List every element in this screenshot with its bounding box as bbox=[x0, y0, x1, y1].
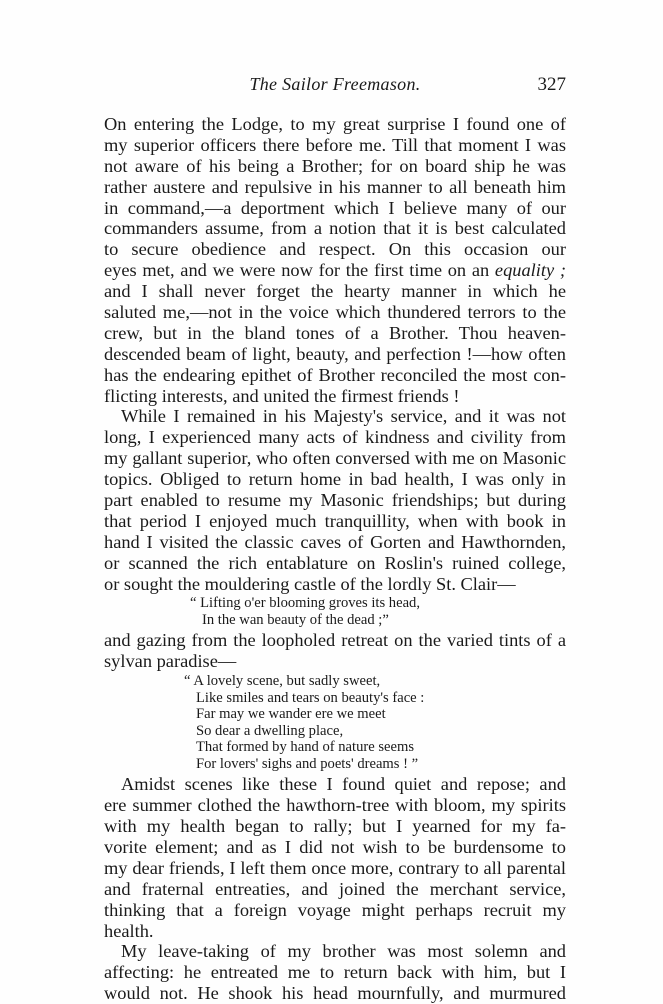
text-line: While I remained in his Majesty's service, and it was not bbox=[121, 406, 566, 427]
emphasis-word: equality ; bbox=[494, 260, 566, 281]
text-line: my gallant superior, who often conversed with me on Masonic bbox=[104, 448, 566, 469]
verse-line: For lovers' sighs and poets' dreams ! ” bbox=[196, 755, 419, 772]
text-line: ere summer clothed the hawthorn-tree with bloom, my spirits bbox=[104, 795, 566, 816]
text-line: has the endearing epithet of Brother reconciled the most con- bbox=[104, 364, 566, 385]
text-line: in command,—a deportment which I believe many of our bbox=[104, 197, 566, 218]
text-line: Amidst scenes like these I found quiet and repose; and bbox=[121, 774, 566, 795]
verse-line: “ A lovely scene, but sadly sweet, bbox=[184, 673, 381, 690]
text-line: descended beam of light, beauty, and perfection !—how often bbox=[104, 343, 566, 364]
text-line: and gazing from the loopholed retreat on the varied tints of a bbox=[104, 630, 566, 651]
text-line: and I shall never forget the hearty manner in which he bbox=[104, 281, 566, 302]
paragraph-2-continued bbox=[104, 630, 566, 672]
text-line: On entering the Lodge, to my great surprise I found one of bbox=[104, 114, 566, 134]
text-line: with my health began to rally; but I yearned for my fa- bbox=[104, 816, 566, 837]
page-number: 327 bbox=[537, 74, 566, 95]
verse-line: Like smiles and tears on beauty's face : bbox=[196, 689, 425, 706]
text-line: sylvan paradise— bbox=[104, 651, 237, 672]
text-line: vorite element; and as I did not wish to be burdensome to bbox=[104, 836, 566, 857]
text-line: topics. Obliged to return home in bad health, I was only in bbox=[104, 469, 566, 490]
text-line: that period I enjoyed much tranquillity, when with book in bbox=[104, 510, 566, 531]
text-line: affecting: he entreated me to return back with him, but I bbox=[104, 962, 566, 983]
text-line: my superior officers there before me. Till that moment I was bbox=[104, 134, 566, 155]
text-line: saluted me,—not in the voice which thundered terrors to the bbox=[104, 302, 566, 323]
text-line: rather austere and repulsive in his manner to all beneath him bbox=[104, 176, 566, 197]
text-line: would not. He shook his head mournfully, and murmured bbox=[104, 983, 566, 1004]
verse-quotation-2 bbox=[104, 673, 566, 772]
verse-line: “ Lifting o'er blooming groves its head, bbox=[190, 595, 421, 612]
verse-line: So dear a dwelling place, bbox=[196, 722, 344, 739]
text-line: or scanned the rich entablature on Roslin's ruined college, bbox=[104, 552, 566, 573]
text-line: health. bbox=[104, 920, 154, 941]
text-line-with-emphasis bbox=[104, 260, 566, 281]
text-line: hand I visited the classic caves of Gorten and Hawthornden, bbox=[104, 531, 566, 552]
page-header bbox=[104, 74, 566, 98]
body-text bbox=[104, 114, 566, 1004]
paragraph-3 bbox=[104, 774, 566, 941]
text-line: and fraternal entreaties, and joined the merchant service, bbox=[104, 878, 566, 899]
verse-line: Far may we wander ere we meet bbox=[196, 706, 386, 723]
verse-line: That formed by hand of nature seems bbox=[196, 739, 415, 756]
verse-quotation-1 bbox=[104, 595, 566, 628]
text-line: my dear friends, I left them once more, contrary to all parental bbox=[104, 857, 566, 878]
verse-line: In the wan beauty of the dead ;” bbox=[202, 611, 389, 628]
text-line: long, I experienced many acts of kindness and civility from bbox=[104, 427, 566, 448]
text-line: commanders assume, from a notion that it is best calculated bbox=[104, 218, 566, 239]
text-line: to secure obedience and respect. On this occasion our bbox=[104, 239, 566, 260]
paragraph-4 bbox=[104, 941, 566, 1004]
text-line: part enabled to resume my Masonic friendships; but during bbox=[104, 490, 566, 511]
paragraph-2 bbox=[104, 406, 566, 594]
text-line: crew, but in the bland tones of a Brother. Thou heaven- bbox=[104, 322, 566, 343]
text-line: thinking that a foreign voyage might perhaps recruit my bbox=[104, 899, 566, 920]
paragraph-1 bbox=[104, 114, 566, 406]
text-line: My leave-taking of my brother was most solemn and bbox=[121, 941, 566, 962]
text-segment: eyes met, and we were now for the first time on an bbox=[104, 260, 490, 281]
running-title: The Sailor Freemason. bbox=[249, 74, 421, 94]
text-line: not aware of his being a Brother; for on board ship he was bbox=[104, 155, 566, 176]
text-line: or sought the mouldering castle of the lordly St. Clair— bbox=[104, 573, 516, 594]
text-line: flicting interests, and united the firmest friends ! bbox=[104, 385, 460, 406]
